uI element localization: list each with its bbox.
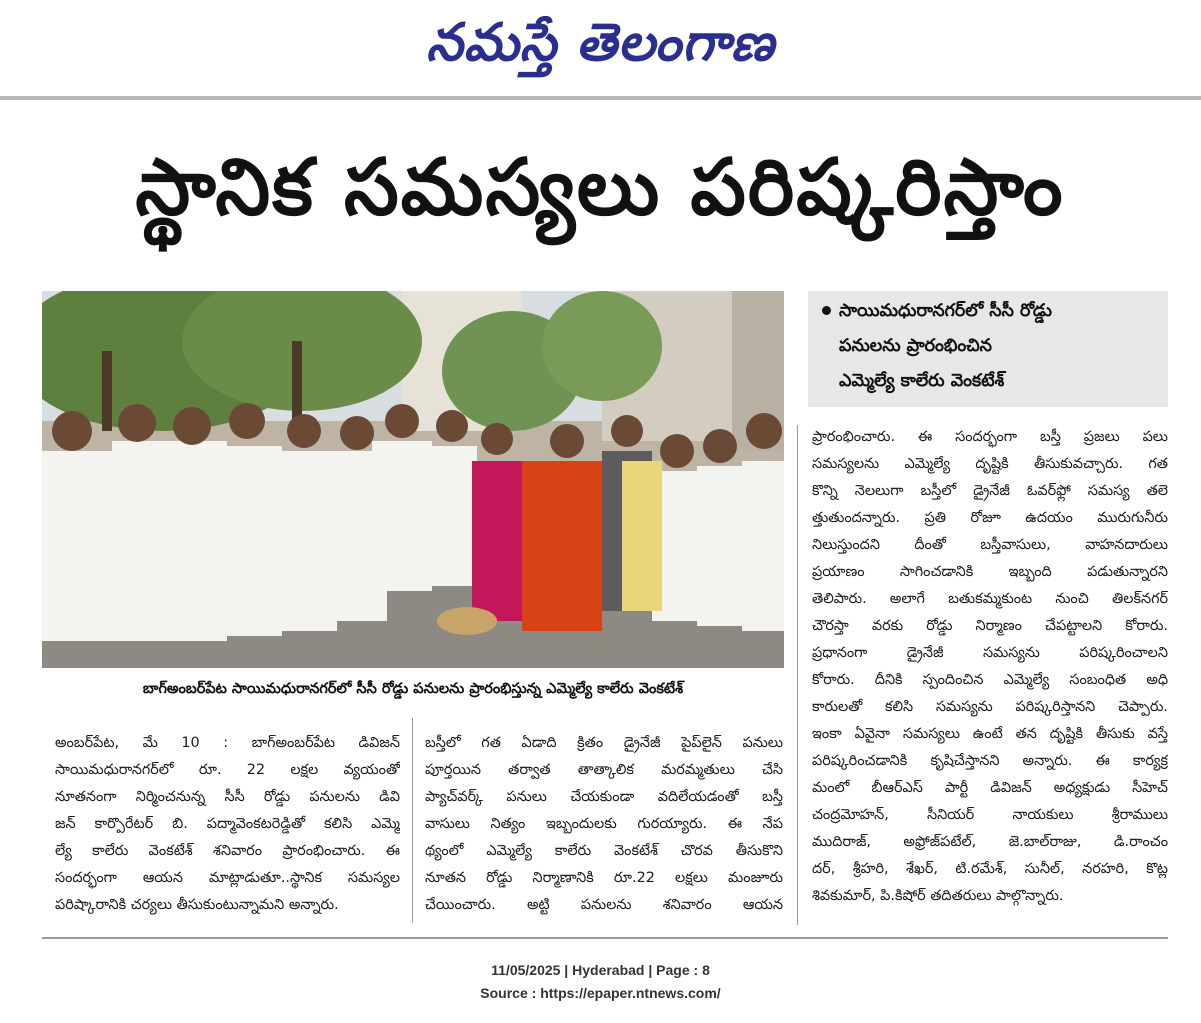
- column-line: సందర్భంగా ఆయన మాట్లాడుతూ..స్థానిక సమస్యల: [55, 870, 400, 886]
- article-photo: [42, 291, 784, 668]
- subhead-line: [808, 301, 1168, 325]
- column-line: ప్రధానంగా డ్రైనేజీ సమస్యను పరిష్కరించాలని: [812, 645, 1168, 661]
- column-line: చేయించారు. అట్టి పనులను శనివారం ఆయన: [425, 897, 783, 913]
- column-line: సమస్యలను ఎమ్మెల్యే దృష్టికి తీసుకువచ్చారు. గత: [812, 456, 1168, 472]
- column-line: బస్తీలో గత ఏడాది క్రితం డ్రైనేజీ పైప్‌లైన్ పనులు: [425, 735, 783, 751]
- column-line: పరిష్కారానికి చర్యలు తీసుకుంటున్నామని అన్నారు.: [55, 897, 339, 913]
- subhead-line: పనులను ప్రారంభించిన: [839, 336, 992, 356]
- column-line: త్తుతుందన్నారు. ప్రతి రోజూ ఉదయం మురుగునీరు: [812, 510, 1168, 526]
- article-headline: స్థానిక సమస్యలు పరిష్కరిస్తాం: [135, 143, 1065, 233]
- column-divider: [797, 425, 798, 925]
- column-line: ప్యాచ్‌వర్క్ పనులు చేయకుండా వదిలేయడంతో బస్తీ: [425, 789, 783, 805]
- subhead-line-text: సాయిమధురానగర్‌లో సీసీ రోడ్డు: [839, 301, 1052, 321]
- masthead-logo-text: నమస్తే తెలంగాణ: [426, 12, 775, 73]
- column-line: కారులతో కలిసి సమస్యను పరిష్కరిస్తానని చెప్పారు.: [812, 699, 1168, 715]
- footer-divider: [42, 937, 1168, 939]
- bullet-icon: [822, 306, 831, 315]
- column-divider: [412, 718, 413, 923]
- footer-date-line: 11/05/2025 | Hyderabad | Page : 8: [491, 962, 710, 978]
- column-line: ల్యే కాలేరు వెంకటేశ్ శనివారం ప్రారంభించారు. ఈ: [55, 843, 400, 859]
- masthead-divider: [0, 96, 1201, 100]
- column-line: నిలుస్తుందని దీంతో బస్తీవాసులు, వాహనదారులు: [812, 537, 1168, 553]
- footer-source-line: Source : https://epaper.ntnews.com/: [480, 985, 721, 1001]
- column-line: పూర్తయిన తర్వాత తాత్కాలిక మరమ్మతులు చేసి: [425, 762, 783, 778]
- column-line: థ్యంలో ఎమ్మెల్యే కాలేరు వెంకటేశ్ చొరవ తీసుకొని: [425, 843, 783, 859]
- column-line: తెలిపారు. అలాగే బతుకమ్మకుంట నుంచి తిలక్‌నగర్: [812, 591, 1168, 607]
- article-column-3: [812, 424, 1168, 910]
- photo-illustration: [42, 291, 784, 668]
- column-line: సాయిమధురానగర్‌లో రూ. 22 లక్షల వ్యయంతో: [55, 762, 400, 778]
- column-line: కొన్ని నెలలుగా బస్తీలో డ్రైనేజీ ఓవర్‌ఫ్లో సమస్య తలె: [812, 483, 1168, 499]
- article-subhead-box: [808, 291, 1168, 407]
- article-column-2: [425, 730, 783, 919]
- column-line: కోరారు. దీనికి స్పందించిన ఎమ్మెల్యే సంబంధిత అధి: [812, 672, 1168, 688]
- column-line: జన్ కార్పొరేటర్ బి. పద్మావెంకటరెడ్డితో కలిసి ఎమ్మె: [55, 816, 400, 832]
- column-line: శివకుమార్, పి.కిషోర్ తదితరులు పాల్గొన్నారు.: [812, 888, 1064, 904]
- article-column-1: [55, 730, 400, 919]
- column-line: అంబర్‌పేట, మే 10 : బాగ్‌అంబర్‌పేట డివిజన్: [55, 735, 400, 751]
- column-line: వాసులు నిత్యం ఇబ్బందులకు గురయ్యారు. ఈ నేప: [425, 816, 783, 832]
- column-line: ప్రయాణం సాగించడానికి ఇబ్బంది పడుతున్నారని: [812, 564, 1168, 580]
- column-line: దర్, శ్రీహరి, శేఖర్, టి.రమేశ్, సునీల్, నరహరి, కొట్ల: [812, 861, 1168, 877]
- column-line: ముదిరాజ్, అఫ్రోజ్‌పటేల్, జె.బాల్‌రాజు, డి.రాంచం: [812, 834, 1168, 850]
- column-line: ఇంకా ఏవైనా సమస్యలు ఉంటే తన దృష్టికి తీసుకు వస్తే: [812, 726, 1168, 742]
- subhead-line: ఎమ్మెల్యే కాలేరు వెంకటేశ్: [839, 371, 1005, 391]
- column-line: చంద్రమోహన్, సీనియర్ నాయకులు శ్రీరాములు: [812, 807, 1168, 823]
- column-line: చౌరస్తా వరకు రోడ్డు నిర్మాణం చేపట్టాలని కోరారు.: [812, 618, 1168, 634]
- column-line: ప్రారంభించారు. ఈ సందర్భంగా బస్తీ ప్రజలు పలు: [812, 429, 1168, 445]
- column-line: నూతన రోడ్డు నిర్మాణానికి రూ.22 లక్షలు మంజూరు: [425, 870, 783, 886]
- newspaper-masthead: [0, 4, 1201, 82]
- column-line: పరిష్కరించడానికి కృషిచేస్తానని అన్నారు. ఈ కార్యక్ర: [812, 753, 1168, 769]
- photo-caption: బాగ్‌అంబర్‌పేట సాయిమధురానగర్‌లో సీసీ రోడ్డు పనులను ప్రారంభిస్తున్న ఎమ్మెల్యే కాలేరు వెంకటేశ్: [142, 681, 684, 697]
- column-line: మంలో బీఆర్‌ఎస్ పార్టీ డివిజన్ అధ్యక్షుడు సీహెచ్: [812, 780, 1168, 796]
- column-line: నూతనంగా నిర్మించనున్న సీసీ రోడ్డు పనులను డివి: [55, 789, 400, 805]
